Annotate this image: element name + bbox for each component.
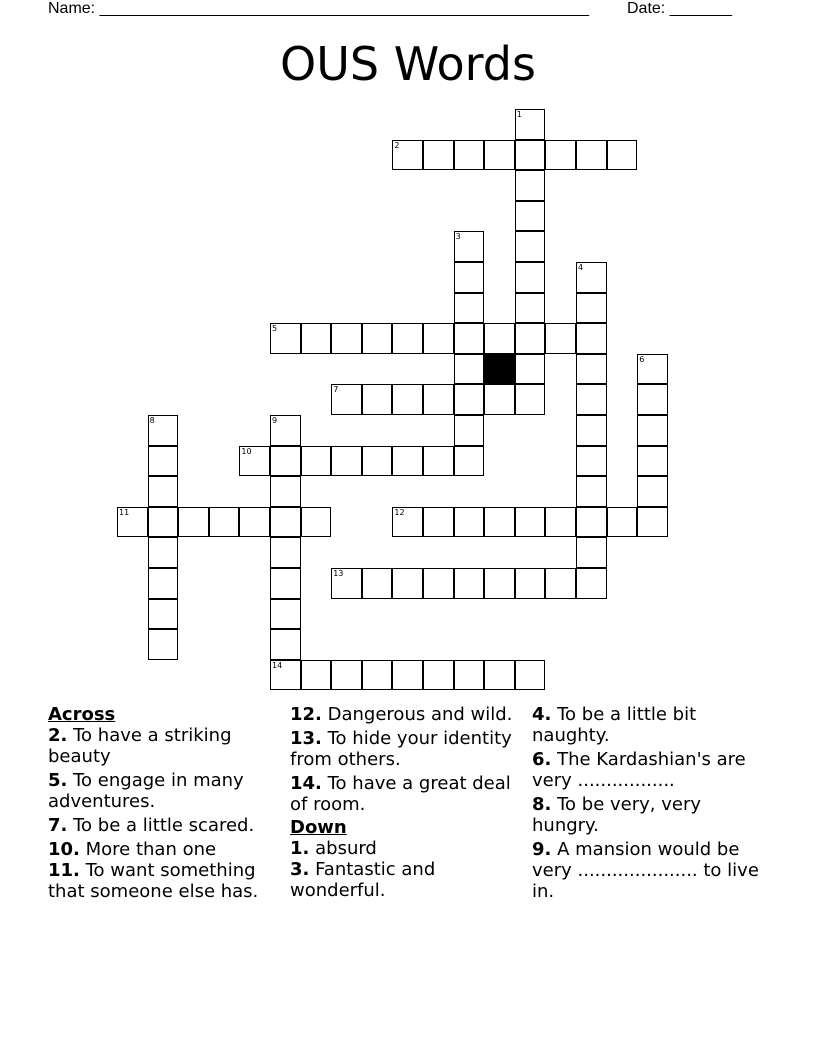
clue-number: 10. xyxy=(48,839,80,860)
grid-cell[interactable] xyxy=(637,446,668,477)
grid-cell[interactable] xyxy=(362,568,393,599)
grid-cell[interactable] xyxy=(331,660,362,691)
grid-cell[interactable] xyxy=(301,323,332,354)
clue-down-9 xyxy=(532,839,768,902)
clue-number-label: 14 xyxy=(272,660,283,670)
clue-number: 14. xyxy=(290,773,322,794)
grid-cell[interactable] xyxy=(270,568,301,599)
clue-text: A mansion would be very ..................... to live in. xyxy=(532,839,759,902)
clue-down-6 xyxy=(532,749,768,791)
grid-cell[interactable] xyxy=(454,231,485,262)
clue-text: Fantastic and wonderful. xyxy=(290,859,436,901)
clue-number-label: 6 xyxy=(639,354,645,364)
grid-cell[interactable] xyxy=(515,231,546,262)
grid-cell[interactable] xyxy=(607,140,638,171)
clue-text: To engage in many adventures. xyxy=(48,770,244,812)
grid-cell[interactable] xyxy=(576,293,607,324)
grid-cell[interactable] xyxy=(515,140,546,171)
clue-text: Dangerous and wild. xyxy=(327,704,513,725)
grid-cell[interactable] xyxy=(454,323,485,354)
grid-cell[interactable] xyxy=(484,323,515,354)
clue-across-10 xyxy=(48,839,280,860)
clue-number: 11. xyxy=(48,860,80,881)
name-field-label: Name: _______________________________________________________ xyxy=(48,0,589,17)
clue-text: The Kardashian's are very ................. xyxy=(532,749,746,791)
grid-cell[interactable] xyxy=(576,354,607,385)
grid-cell[interactable] xyxy=(270,599,301,630)
grid-cell[interactable] xyxy=(362,660,393,691)
grid-cell[interactable] xyxy=(117,507,148,538)
grid-cell[interactable] xyxy=(515,568,546,599)
grid-cell[interactable] xyxy=(423,140,454,171)
grid-cell[interactable] xyxy=(515,660,546,691)
grid-cell[interactable] xyxy=(576,537,607,568)
grid-cell[interactable] xyxy=(392,660,423,691)
clue-across-14 xyxy=(290,773,522,815)
clue-number-label: 8 xyxy=(149,416,155,425)
grid-cell[interactable] xyxy=(392,568,423,599)
grid-cell[interactable] xyxy=(423,507,454,538)
grid-cell[interactable] xyxy=(423,568,454,599)
grid-cell[interactable] xyxy=(515,507,546,538)
grid-cell[interactable] xyxy=(454,354,485,385)
clue-text: To be a little scared. xyxy=(73,815,255,836)
clue-number-label: 1 xyxy=(516,110,522,119)
clue-number-label: 7 xyxy=(333,385,339,395)
clue-across-5 xyxy=(48,770,280,812)
clue-down-1 xyxy=(290,838,522,859)
grid-cell[interactable] xyxy=(148,476,179,507)
grid-cell[interactable] xyxy=(301,660,332,691)
grid-cell[interactable] xyxy=(576,140,607,171)
grid-cell[interactable] xyxy=(515,109,546,140)
grid-cell[interactable] xyxy=(637,476,668,507)
grid-cell[interactable] xyxy=(392,140,423,171)
clue-number: 5. xyxy=(48,770,68,791)
clue-across-2 xyxy=(48,725,280,767)
grid-cell[interactable] xyxy=(239,507,270,538)
grid-cell[interactable] xyxy=(576,262,607,293)
grid-cell[interactable] xyxy=(545,140,576,171)
grid-cell[interactable] xyxy=(576,446,607,477)
grid-cell[interactable] xyxy=(239,446,270,477)
grid-cell[interactable] xyxy=(454,660,485,691)
clue-text: To have a striking beauty xyxy=(48,725,232,767)
clue-number-label: 13 xyxy=(333,569,344,578)
grid-cell[interactable] xyxy=(148,537,179,568)
date-field-label: Date: _______ xyxy=(627,0,732,17)
grid-cell[interactable] xyxy=(607,507,638,538)
grid-cell[interactable] xyxy=(209,507,240,538)
grid-cell[interactable] xyxy=(392,446,423,477)
clue-number: 1. xyxy=(290,838,310,859)
grid-cell[interactable] xyxy=(392,384,423,415)
clue-number: 4. xyxy=(532,704,552,725)
grid-cell[interactable] xyxy=(270,629,301,660)
grid-cell[interactable] xyxy=(270,415,301,446)
grid-cell[interactable] xyxy=(148,629,179,660)
grid-cell[interactable] xyxy=(484,568,515,599)
grid-cell[interactable] xyxy=(515,384,546,415)
clue-text: To be very, very hungry. xyxy=(532,794,702,836)
across-heading: Across xyxy=(48,704,116,725)
grid-cell[interactable] xyxy=(392,323,423,354)
grid-cell[interactable] xyxy=(637,384,668,415)
grid-cell[interactable] xyxy=(576,507,607,538)
grid-cell[interactable] xyxy=(331,446,362,477)
grid-cell[interactable] xyxy=(148,599,179,630)
clue-number-label: 2 xyxy=(394,140,400,150)
grid-cell[interactable] xyxy=(545,323,576,354)
grid-cell[interactable] xyxy=(637,507,668,538)
clue-number-label: 10 xyxy=(241,446,252,456)
grid-cell[interactable] xyxy=(515,170,546,201)
clue-number: 6. xyxy=(532,749,552,770)
clue-down-8 xyxy=(532,794,768,836)
grid-cell[interactable] xyxy=(515,201,546,232)
clue-text: To have a great deal of room. xyxy=(290,773,511,815)
grid-cell[interactable] xyxy=(576,568,607,599)
grid-cell[interactable] xyxy=(148,415,179,446)
grid-cell[interactable] xyxy=(576,323,607,354)
grid-cell[interactable] xyxy=(515,293,546,324)
clue-text: To want something that someone else has. xyxy=(48,860,259,902)
clue-number: 2. xyxy=(48,725,68,746)
grid-cell[interactable] xyxy=(484,507,515,538)
clue-text: More than one xyxy=(85,839,217,860)
grid-cell[interactable] xyxy=(545,568,576,599)
clue-text: To hide your identity from others. xyxy=(290,728,512,770)
grid-cell[interactable] xyxy=(301,507,332,538)
clue-text: absurd xyxy=(315,838,377,859)
down-heading: Down xyxy=(290,817,347,838)
grid-cell[interactable] xyxy=(545,507,576,538)
grid-cell[interactable] xyxy=(178,507,209,538)
grid-cell[interactable] xyxy=(454,415,485,446)
clue-number-label: 12 xyxy=(394,507,405,517)
page-title: OUS Words xyxy=(280,37,536,91)
grid-cell[interactable] xyxy=(454,293,485,324)
clue-text: To be a little bit naughty. xyxy=(532,704,697,746)
clue-number-label: 11 xyxy=(119,507,130,517)
grid-cell[interactable] xyxy=(148,568,179,599)
grid-cell[interactable] xyxy=(454,568,485,599)
grid-cell[interactable] xyxy=(515,262,546,293)
grid-cell[interactable] xyxy=(484,140,515,171)
grid-cell[interactable] xyxy=(362,384,393,415)
grid-cell[interactable] xyxy=(454,140,485,171)
clue-down-4 xyxy=(532,704,768,746)
clue-down-3 xyxy=(290,859,522,901)
grid-cell[interactable] xyxy=(576,415,607,446)
grid-cell[interactable] xyxy=(637,415,668,446)
grid-cell[interactable] xyxy=(331,568,362,599)
clue-across-7 xyxy=(48,815,280,836)
grid-cell[interactable] xyxy=(423,384,454,415)
clue-number-label: 4 xyxy=(578,263,584,272)
clues-column-1 xyxy=(48,702,280,905)
clue-number-label: 3 xyxy=(455,232,461,242)
grid-cell[interactable] xyxy=(515,323,546,354)
grid-cell[interactable] xyxy=(362,446,393,477)
black-cell xyxy=(484,354,515,385)
grid-cell[interactable] xyxy=(454,262,485,293)
clue-across-13 xyxy=(290,728,522,770)
clue-number: 13. xyxy=(290,728,322,749)
grid-cell[interactable] xyxy=(148,507,179,538)
clue-number: 9. xyxy=(532,839,552,860)
grid-cell[interactable] xyxy=(270,660,301,691)
clues-column-2 xyxy=(290,702,522,904)
clues-column-3 xyxy=(532,702,768,905)
grid-cell[interactable] xyxy=(454,446,485,477)
clue-across-11 xyxy=(48,860,280,902)
grid-cell[interactable] xyxy=(576,476,607,507)
clue-number: 12. xyxy=(290,704,322,725)
clue-across-12 xyxy=(290,704,522,725)
grid-cell[interactable] xyxy=(270,323,301,354)
grid-cell[interactable] xyxy=(331,384,362,415)
grid-cell[interactable] xyxy=(331,323,362,354)
grid-cell[interactable] xyxy=(576,384,607,415)
grid-cell[interactable] xyxy=(270,537,301,568)
grid-cell[interactable] xyxy=(515,354,546,385)
clue-number: 7. xyxy=(48,815,68,836)
grid-cell[interactable] xyxy=(484,384,515,415)
grid-cell[interactable] xyxy=(270,476,301,507)
clue-number-label: 9 xyxy=(272,416,278,425)
grid-cell[interactable] xyxy=(270,446,301,477)
clue-number: 8. xyxy=(532,794,552,815)
grid-cell[interactable] xyxy=(454,507,485,538)
grid-cell[interactable] xyxy=(423,323,454,354)
grid-cell[interactable] xyxy=(423,660,454,691)
clue-number-label: 5 xyxy=(272,324,278,334)
grid-cell[interactable] xyxy=(484,660,515,691)
grid-cell[interactable] xyxy=(148,446,179,477)
grid-cell[interactable] xyxy=(392,507,423,538)
grid-cell[interactable] xyxy=(362,323,393,354)
grid-cell[interactable] xyxy=(454,384,485,415)
grid-cell[interactable] xyxy=(637,354,668,385)
grid-cell[interactable] xyxy=(301,446,332,477)
clue-number: 3. xyxy=(290,859,310,880)
grid-cell[interactable] xyxy=(423,446,454,477)
grid-cell[interactable] xyxy=(270,507,301,538)
